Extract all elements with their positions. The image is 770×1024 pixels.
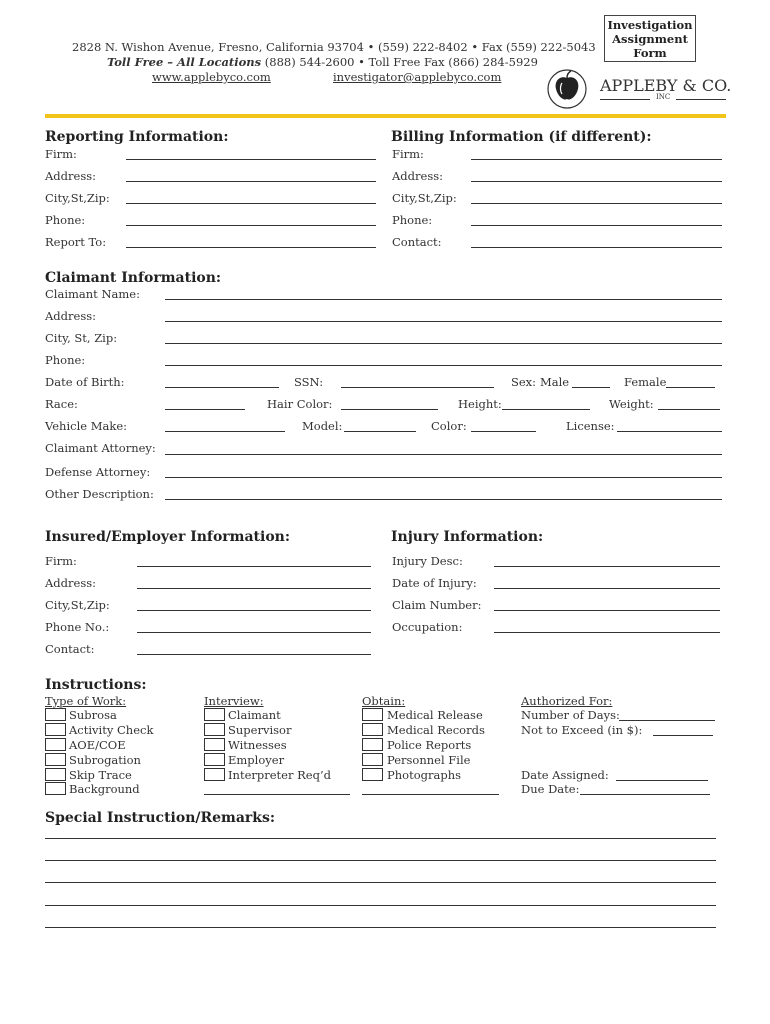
reporting-city-field[interactable] bbox=[126, 203, 376, 204]
medical-release-checkbox[interactable] bbox=[362, 708, 383, 721]
claimant-hair-field[interactable] bbox=[341, 409, 438, 410]
reporting-firm-label: Firm: bbox=[45, 147, 77, 161]
claimant-attorney-field[interactable] bbox=[165, 454, 722, 455]
activity-check-label: Activity Check bbox=[69, 723, 154, 737]
personnel-file-checkbox[interactable] bbox=[362, 753, 383, 766]
occupation-field[interactable] bbox=[494, 632, 720, 633]
insured-contact-label: Contact: bbox=[45, 642, 95, 656]
instructions-title: Instructions: bbox=[45, 677, 147, 693]
reporting-phone-field[interactable] bbox=[126, 225, 376, 226]
aoe-coe-label: AOE/COE bbox=[69, 738, 126, 752]
claimant-license-field[interactable] bbox=[617, 431, 722, 432]
defense-attorney-field[interactable] bbox=[165, 477, 722, 478]
claimant-model-field[interactable] bbox=[344, 431, 416, 432]
activity-check-checkbox[interactable] bbox=[45, 723, 66, 736]
form-title-line-2: Assignment bbox=[612, 32, 688, 46]
form-title-box bbox=[604, 15, 696, 62]
reporting-city-label: City,St,Zip: bbox=[45, 191, 110, 205]
employer-label: Employer bbox=[228, 753, 285, 767]
witnesses-checkbox[interactable] bbox=[204, 738, 225, 751]
form-title-line-3: Form bbox=[633, 46, 667, 60]
aoe-coe-checkbox[interactable] bbox=[45, 738, 66, 751]
insured-phone-field[interactable] bbox=[137, 632, 371, 633]
billing-city-field[interactable] bbox=[471, 203, 722, 204]
claimant-height-label: Height: bbox=[458, 397, 502, 411]
interview-title: Interview: bbox=[204, 694, 264, 708]
insured-contact-field[interactable] bbox=[137, 654, 371, 655]
billing-firm-field[interactable] bbox=[471, 159, 722, 160]
claimant-female-field[interactable] bbox=[666, 387, 715, 388]
claimant-ssn-field[interactable] bbox=[341, 387, 494, 388]
background-label: Background bbox=[69, 782, 140, 796]
billing-firm-label: Firm: bbox=[392, 147, 424, 161]
injury-desc-label: Injury Desc: bbox=[392, 554, 463, 568]
claimant-color-label: Color: bbox=[431, 419, 467, 433]
claimant-female-label: Female bbox=[624, 375, 667, 389]
logo-inc: INC bbox=[656, 93, 671, 101]
subrosa-checkbox[interactable] bbox=[45, 708, 66, 721]
insured-city-field[interactable] bbox=[137, 610, 371, 611]
photographs-checkbox[interactable] bbox=[362, 768, 383, 781]
claim-number-field[interactable] bbox=[494, 610, 720, 611]
billing-address-label: Address: bbox=[392, 169, 444, 183]
billing-phone-field[interactable] bbox=[471, 225, 722, 226]
insured-address-field[interactable] bbox=[137, 588, 371, 589]
insured-firm-field[interactable] bbox=[137, 566, 371, 567]
reporting-title: Reporting Information: bbox=[45, 129, 229, 145]
witnesses-label: Witnesses bbox=[228, 738, 287, 752]
injury-date-label: Date of Injury: bbox=[392, 576, 477, 590]
claimant-dob-field[interactable] bbox=[165, 387, 279, 388]
medical-release-label: Medical Release bbox=[387, 708, 483, 722]
claimant-checkbox[interactable] bbox=[204, 708, 225, 721]
claimant-male-label: Male bbox=[540, 375, 570, 389]
skip-trace-checkbox[interactable] bbox=[45, 768, 66, 781]
supervisor-checkbox[interactable] bbox=[204, 723, 225, 736]
insured-title: Insured/Employer Information: bbox=[45, 529, 291, 545]
claimant-address-label: Address: bbox=[45, 309, 97, 323]
toll-free-numbers: (888) 544-2600 • Toll Free Fax (866) 284-5929 bbox=[264, 55, 538, 69]
toll-free-label: Toll Free – All Locations bbox=[107, 55, 262, 69]
billing-address-field[interactable] bbox=[471, 181, 722, 182]
billing-contact-label: Contact: bbox=[392, 235, 442, 249]
claimant-dob-label: Date of Birth: bbox=[45, 375, 125, 389]
photographs-label: Photographs bbox=[387, 768, 461, 782]
logo-company-name: APPLEBY & CO. bbox=[600, 76, 732, 95]
reporting-address-field[interactable] bbox=[126, 181, 376, 182]
due-date-field[interactable] bbox=[580, 794, 710, 795]
interpreter-label: Interpreter Req’d bbox=[228, 768, 331, 782]
claimant-attorney-label: Claimant Attorney: bbox=[45, 441, 156, 455]
personnel-file-label: Personnel File bbox=[387, 753, 471, 767]
company-address: 2828 N. Wishon Avenue, Fresno, California 93704 • (559) 222-8402 • Fax (559) 222-5043 bbox=[72, 40, 596, 54]
date-assigned-label: Date Assigned: bbox=[521, 768, 609, 782]
remarks-line-5[interactable] bbox=[45, 927, 716, 928]
obtain-other-field[interactable] bbox=[362, 794, 499, 795]
reporting-phone-label: Phone: bbox=[45, 213, 86, 227]
logo-rule-left bbox=[600, 99, 650, 100]
claimant-color-field[interactable] bbox=[471, 431, 536, 432]
claimant-race-label: Race: bbox=[45, 397, 78, 411]
claimant-weight-field[interactable] bbox=[658, 409, 720, 410]
police-reports-checkbox[interactable] bbox=[362, 738, 383, 751]
medical-records-checkbox[interactable] bbox=[362, 723, 383, 736]
email-link[interactable]: investigator@applebyco.com bbox=[333, 70, 502, 84]
claimant-weight-label: Weight: bbox=[609, 397, 654, 411]
supervisor-label: Supervisor bbox=[228, 723, 292, 737]
defense-attorney-label: Defense Attorney: bbox=[45, 465, 151, 479]
due-date-label: Due Date: bbox=[521, 782, 580, 796]
claimant-phone-field[interactable] bbox=[165, 365, 722, 366]
claimant-sex-label: Sex: bbox=[511, 375, 537, 389]
claimant-name-label: Claimant Name: bbox=[45, 287, 140, 301]
insured-address-label: Address: bbox=[45, 576, 97, 590]
subrogation-label: Subrogation bbox=[69, 753, 141, 767]
insured-firm-label: Firm: bbox=[45, 554, 77, 568]
toll-free-line bbox=[107, 55, 538, 69]
claimant-hair-label: Hair Color: bbox=[267, 397, 333, 411]
billing-phone-label: Phone: bbox=[392, 213, 433, 227]
other-description-label: Other Description: bbox=[45, 487, 154, 501]
remarks-line-3[interactable] bbox=[45, 882, 716, 883]
subrosa-label: Subrosa bbox=[69, 708, 117, 722]
claimant-title: Claimant Information: bbox=[45, 270, 222, 286]
billing-city-label: City,St,Zip: bbox=[392, 191, 457, 205]
reporting-firm-field[interactable] bbox=[126, 159, 376, 160]
type-of-work-title: Type of Work: bbox=[45, 694, 127, 708]
injury-title: Injury Information: bbox=[391, 529, 544, 545]
insured-city-label: City,St,Zip: bbox=[45, 598, 110, 612]
interview-other-field[interactable] bbox=[204, 794, 350, 795]
injury-date-field[interactable] bbox=[494, 588, 720, 589]
obtain-title: Obtain: bbox=[362, 694, 406, 708]
other-description-field[interactable] bbox=[165, 499, 722, 500]
date-assigned-field[interactable] bbox=[616, 780, 708, 781]
insured-phone-label: Phone No.: bbox=[45, 620, 110, 634]
reporting-reportto-field[interactable] bbox=[126, 247, 376, 248]
claimant-license-label: License: bbox=[566, 419, 615, 433]
skip-trace-label: Skip Trace bbox=[69, 768, 132, 782]
remarks-title: Special Instruction/Remarks: bbox=[45, 810, 276, 826]
injury-desc-field[interactable] bbox=[494, 566, 720, 567]
claimant-vehicle-label: Vehicle Make: bbox=[45, 419, 127, 433]
billing-title: Billing Information (if different): bbox=[391, 129, 652, 145]
days-label: Number of Days: bbox=[521, 708, 620, 722]
claimant-race-field[interactable] bbox=[165, 409, 245, 410]
exceed-label: Not to Exceed (in $): bbox=[521, 723, 643, 737]
medical-records-label: Medical Records bbox=[387, 723, 485, 737]
police-reports-label: Police Reports bbox=[387, 738, 472, 752]
claimant-address-field[interactable] bbox=[165, 321, 722, 322]
claimant-height-field[interactable] bbox=[502, 409, 590, 410]
claimant-city-label: City, St, Zip: bbox=[45, 331, 118, 345]
background-checkbox[interactable] bbox=[45, 782, 66, 795]
occupation-label: Occupation: bbox=[392, 620, 463, 634]
reporting-address-label: Address: bbox=[45, 169, 97, 183]
apple-logo-icon bbox=[545, 66, 589, 110]
billing-contact-field[interactable] bbox=[471, 247, 722, 248]
days-field[interactable] bbox=[619, 720, 715, 721]
remarks-line-4[interactable] bbox=[45, 905, 716, 906]
claimant-name-field[interactable] bbox=[165, 299, 722, 300]
employer-checkbox[interactable] bbox=[204, 753, 225, 766]
claimant-male-field[interactable] bbox=[572, 387, 610, 388]
claimant-city-field[interactable] bbox=[165, 343, 722, 344]
form-title-line-1: Investigation bbox=[607, 18, 693, 32]
claimant-model-label: Model: bbox=[302, 419, 343, 433]
claimant-phone-label: Phone: bbox=[45, 353, 86, 367]
authorized-title: Authorized For: bbox=[521, 694, 613, 708]
website-link[interactable]: www.applebyco.com bbox=[152, 70, 271, 84]
claimant-ssn-label: SSN: bbox=[294, 375, 324, 389]
exceed-field[interactable] bbox=[653, 735, 713, 736]
logo-rule-right bbox=[676, 99, 726, 100]
interpreter-checkbox[interactable] bbox=[204, 768, 225, 781]
claim-number-label: Claim Number: bbox=[392, 598, 482, 612]
subrogation-checkbox[interactable] bbox=[45, 753, 66, 766]
remarks-line-1[interactable] bbox=[45, 838, 716, 839]
claimant-vehicle-field[interactable] bbox=[165, 431, 285, 432]
reporting-reportto-label: Report To: bbox=[45, 235, 107, 249]
claimant-interview-label: Claimant bbox=[228, 708, 281, 722]
remarks-line-2[interactable] bbox=[45, 860, 716, 861]
header-divider bbox=[45, 114, 726, 118]
